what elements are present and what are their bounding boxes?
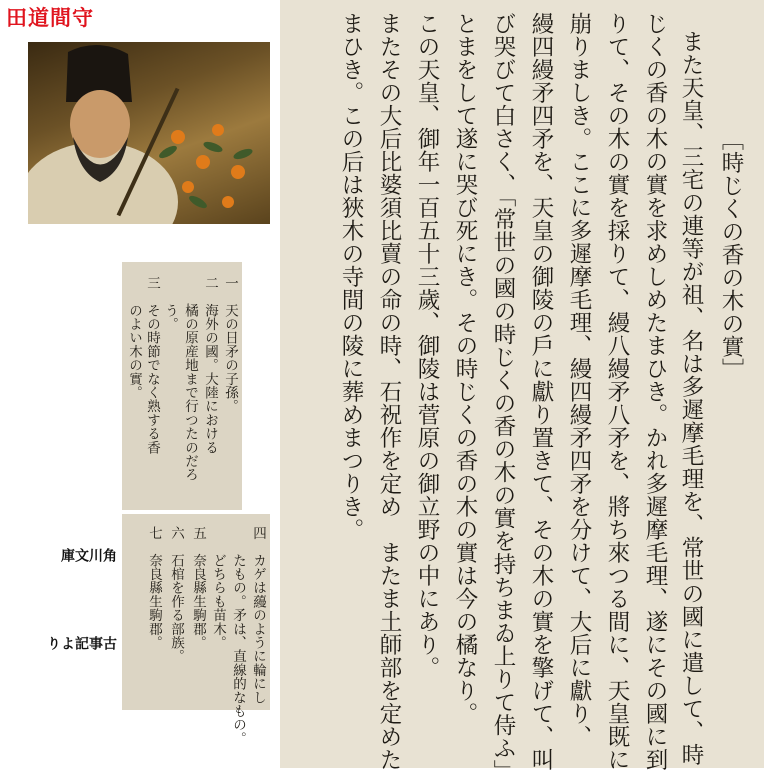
text-page: [280, 0, 764, 783]
source-book: 古事記より: [45, 636, 117, 650]
note-line: 一 天の日矛の子孫。: [222, 276, 238, 413]
text-column: この天皇、御年一百五十三歲、御陵は菅原の御立野の中にあり。: [414, 12, 440, 679]
note-box-upper: [122, 262, 242, 510]
portrait-illustration: [28, 42, 270, 224]
section-heading: ［時じくの香の木の實］: [718, 128, 744, 381]
text-column: りて、その木の實を採りて、縵八縵矛八矛を、將ち來つる間に、天皇既に: [604, 12, 630, 771]
note-line: どちらも苗木。: [210, 526, 226, 650]
source-publisher: 角川文庫: [59, 548, 117, 562]
text-column: まひき。この后は狹木の寺間の陵に葬めまつりき。: [338, 12, 364, 541]
text-column: 縵四縵矛四矛を、天皇の御陵の戶に獻り置きて、その木の實を擎げて、叫: [528, 12, 554, 771]
note-line: 五 奈良縣生駒郡。: [190, 526, 206, 650]
note-line: 橘の原産地まで行つたのだろ: [182, 276, 198, 482]
note-line: 七 奈良縣生駒郡。: [146, 526, 162, 650]
text-column: 崩りましき。ここに多遲摩毛理、縵四縵矛四矛を分けて、大后に獻り、: [566, 12, 592, 748]
note-line: のよい木の實。: [126, 276, 142, 400]
text-column: また天皇、三宅の連等が祖、名は多遲摩毛理を、常世の國に遣して、時: [678, 30, 704, 766]
note-line: う。: [162, 276, 178, 331]
text-column: またその大后比婆須比賣の命の時、石祝作を定め またま土師部を定めた: [376, 12, 402, 771]
note-line: 二 海外の國。大陸における: [202, 276, 218, 455]
note-line: 六 石棺を作る部族。: [168, 526, 184, 663]
note-line: 四 カゲは蘰のように輪にし: [250, 526, 266, 705]
text-column: び哭びて白さく、「常世の國の時じくの香の木の實を持ちまゐ上りて侍ふ」: [490, 12, 516, 783]
portrait-image: [28, 42, 270, 224]
text-column: じくの香の木の實を求めしめたまひき。かれ多遲摩毛理、遂にその國に到: [642, 12, 668, 771]
page-title: 田道間守: [6, 6, 94, 30]
text-column: とまをして遂に哭び死にき。その時じくの香の木の實は今の橘なり。: [452, 12, 478, 725]
note-line: たもの。矛は、直線的なもの。: [230, 526, 246, 746]
note-box-lower: [122, 514, 270, 746]
note-line: 三 その時節でなく熟する香: [144, 276, 160, 455]
